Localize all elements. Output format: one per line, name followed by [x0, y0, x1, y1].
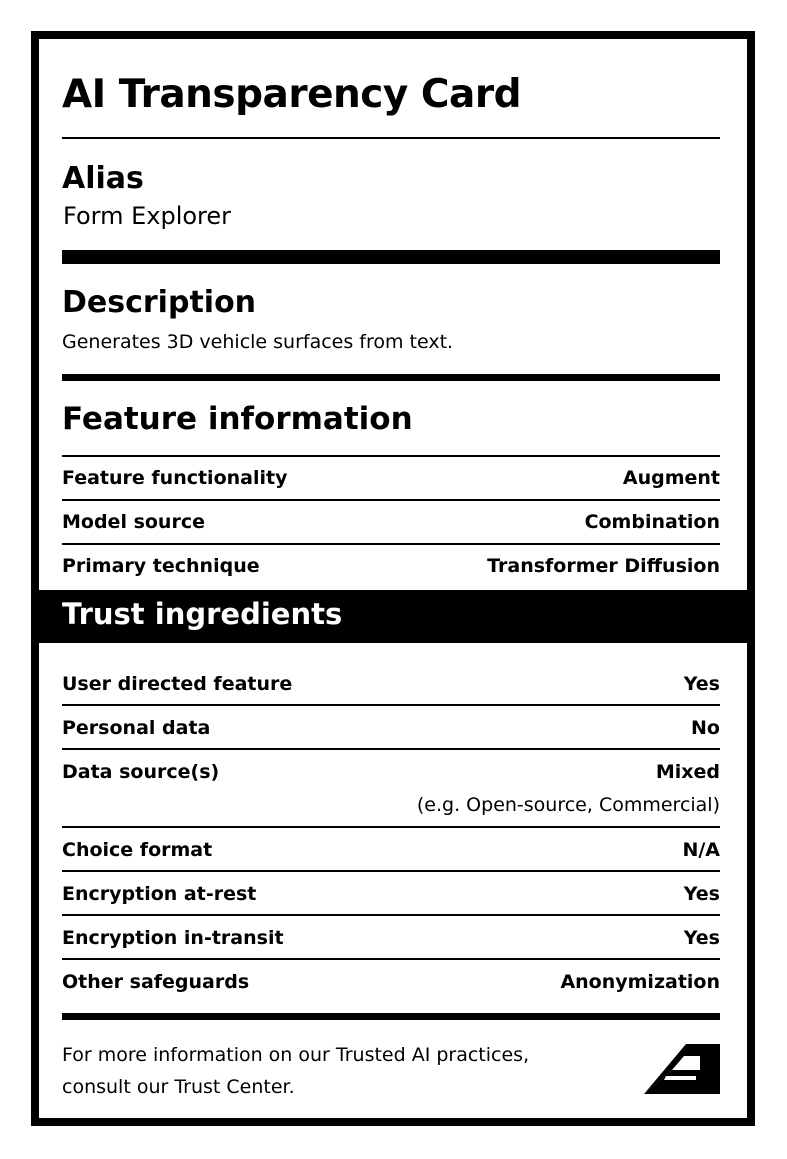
- row-value: No: [691, 717, 720, 739]
- divider: [62, 137, 720, 139]
- trust-row-encryption-in-transit: [62, 916, 720, 960]
- row-label: Data source(s): [62, 761, 220, 783]
- card-title: AI Transparency Card: [62, 72, 522, 117]
- data-sources-note: (e.g. Open-source, Commercial): [416, 794, 720, 816]
- description-text: Generates 3D vehicle surfaces from text.: [62, 331, 454, 353]
- trust-row-data-sources: [62, 750, 720, 794]
- feature-row-primary-technique: [62, 544, 720, 588]
- row-value: Augment: [622, 467, 720, 489]
- feature-heading: Feature information: [62, 401, 413, 437]
- row-value: Anonymization: [560, 971, 720, 993]
- row-label: Encryption in-transit: [62, 927, 284, 949]
- divider: [62, 1013, 720, 1020]
- row-label: Primary technique: [62, 555, 260, 577]
- row-value: N/A: [682, 839, 720, 861]
- trust-heading-band: [39, 590, 747, 643]
- trust-row-choice-format: [62, 828, 720, 872]
- feature-row-model-source: [62, 500, 720, 544]
- row-value: Yes: [683, 883, 720, 905]
- trust-row-user-directed: [62, 662, 720, 706]
- row-value: Mixed: [655, 761, 720, 783]
- description-heading: Description: [62, 285, 257, 320]
- row-value: Combination: [584, 511, 720, 533]
- divider: [62, 374, 720, 381]
- row-value: Transformer Diffusion: [487, 555, 720, 577]
- row-label: User directed feature: [62, 673, 293, 695]
- divider: [62, 250, 720, 264]
- row-label: Feature functionality: [62, 467, 288, 489]
- autodesk-logo-icon: [644, 1044, 720, 1094]
- trust-row-personal-data: [62, 706, 720, 750]
- row-label: Choice format: [62, 839, 213, 861]
- row-label: Personal data: [62, 717, 211, 739]
- trust-row-encryption-at-rest: [62, 872, 720, 916]
- footer-text: [62, 1039, 602, 1103]
- footer-line-1: For more information on our Trusted AI practices,: [62, 1044, 530, 1066]
- row-value: Yes: [683, 673, 720, 695]
- trust-row-other-safeguards: [62, 960, 720, 1004]
- row-value: Yes: [683, 927, 720, 949]
- row-label: Other safeguards: [62, 971, 250, 993]
- feature-row-functionality: [62, 456, 720, 500]
- trust-heading: Trust ingredients: [62, 597, 343, 631]
- alias-value: Form Explorer: [63, 202, 232, 230]
- row-label: Encryption at-rest: [62, 883, 257, 905]
- row-label: Model source: [62, 511, 205, 533]
- transparency-card: [31, 31, 755, 1126]
- footer-line-2: consult our Trust Center.: [62, 1076, 295, 1098]
- alias-heading: Alias: [62, 161, 144, 196]
